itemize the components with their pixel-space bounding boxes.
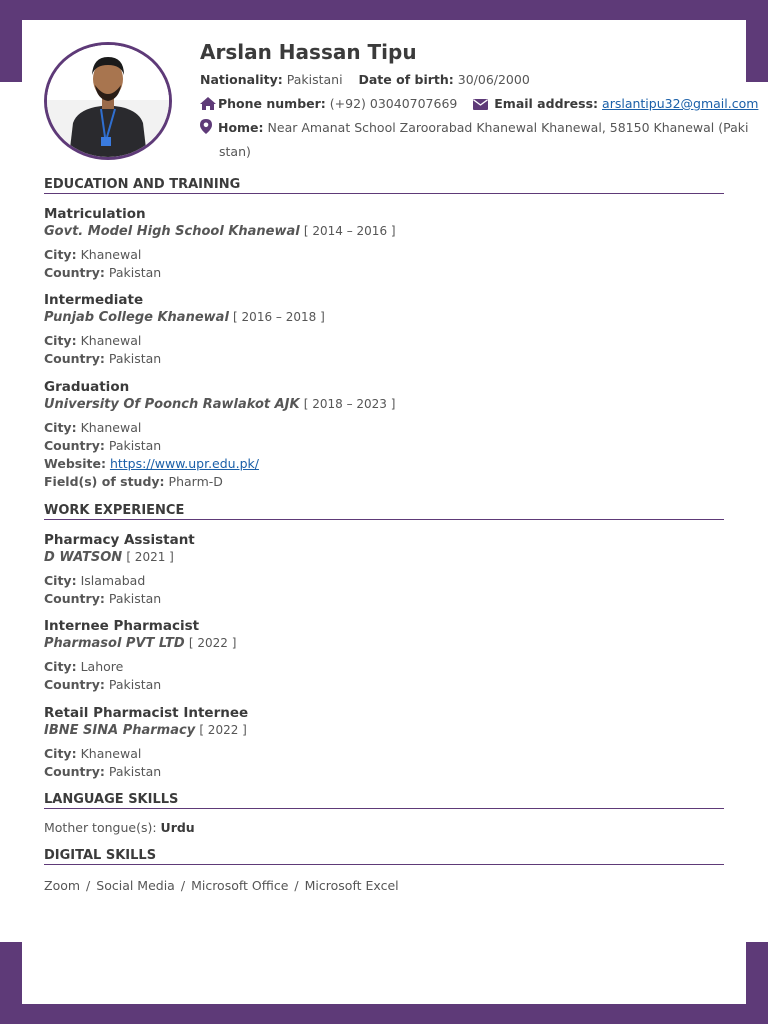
nationality-label: Nationality: (200, 72, 283, 87)
work-heading: WORK EXPERIENCE (44, 503, 185, 518)
city-value: Khanewal (80, 333, 142, 348)
mother-tongue-label: Mother tongue(s): (44, 820, 157, 835)
country-label: Country: (44, 351, 105, 366)
city-value: Khanewal (80, 420, 142, 435)
entry-title: Matriculation (44, 206, 146, 222)
digital-skills-list (44, 878, 399, 893)
profile-photo (44, 42, 172, 160)
country-value: Pakistan (108, 351, 162, 366)
entry-title: Graduation (44, 379, 130, 395)
city-field (44, 419, 724, 437)
country-value: Pakistan (108, 764, 162, 779)
digital-section-header (44, 848, 724, 865)
dob-label: Date of birth: (358, 72, 454, 87)
digital-skill-item: Microsoft Office (191, 878, 289, 893)
entry-organization (44, 223, 724, 240)
city-label: City: (44, 420, 77, 435)
skill-separator: / (86, 878, 91, 893)
mother-tongue-line (44, 820, 195, 835)
org-name: D WATSON (44, 550, 123, 565)
education-entry (44, 379, 724, 491)
dob-value: 30/06/2000 (457, 72, 530, 87)
country-field (44, 264, 724, 282)
field-of-study-value: Pharm-D (168, 474, 223, 489)
country-field (44, 437, 724, 455)
phone-label: Phone number: (218, 96, 326, 111)
entry-dates: [ 2021 ] (126, 550, 174, 564)
org-name: IBNE SINA Pharmacy (44, 723, 196, 738)
digital-heading: DIGITAL SKILLS (44, 848, 157, 863)
field-of-study-label: Field(s) of study: (44, 474, 165, 489)
home-label: Home: (217, 120, 264, 135)
country-label: Country: (44, 438, 105, 453)
country-label: Country: (44, 677, 105, 692)
country-field (44, 590, 724, 608)
entry-title: Internee Pharmacist (44, 618, 200, 634)
map-pin-icon (200, 119, 212, 139)
city-field (44, 658, 724, 676)
city-label: City: (44, 247, 77, 262)
country-value: Pakistan (108, 591, 162, 606)
org-name: Pharmasol PVT LTD (44, 636, 185, 651)
country-field (44, 676, 724, 694)
email-label: Email address: (494, 96, 599, 111)
education-entry (44, 292, 724, 368)
website-label: Website: (44, 456, 106, 471)
org-name: Punjab College Khanewal (44, 310, 229, 325)
city-label: City: (44, 573, 77, 588)
city-label: City: (44, 746, 77, 761)
phone-value: (+92) 03040707669 (329, 96, 458, 111)
entry-organization (44, 549, 724, 566)
city-label: City: (44, 659, 77, 674)
country-field (44, 350, 724, 368)
city-field (44, 745, 724, 763)
country-label: Country: (44, 265, 105, 280)
frame-bottom-bar (0, 1004, 768, 1024)
education-entry (44, 206, 724, 282)
city-value: Khanewal (80, 247, 142, 262)
frame-right-bottom (746, 942, 768, 1024)
org-name: Govt. Model High School Khanewal (44, 224, 300, 239)
work-entry (44, 532, 724, 608)
entry-dates: [ 2022 ] (188, 636, 237, 650)
digital-skill-item: Zoom (44, 878, 81, 893)
city-field (44, 572, 724, 590)
entry-organization (44, 309, 724, 326)
frame-right-top (746, 0, 768, 82)
frame-left-bottom (0, 942, 22, 1024)
country-value: Pakistan (108, 438, 162, 453)
skill-separator: / (180, 878, 186, 893)
home-line (200, 119, 748, 139)
work-entry (44, 618, 724, 694)
digital-skill-item: Microsoft Excel (304, 878, 399, 893)
envelope-icon (473, 97, 488, 115)
website-field (44, 455, 724, 473)
entry-organization (44, 396, 724, 413)
nationality-dob-line (200, 71, 530, 89)
entry-title: Pharmacy Assistant (44, 532, 195, 548)
mother-tongue-value: Urdu (160, 820, 195, 835)
email-link[interactable]: arslantipu32@gmail.com (602, 96, 759, 111)
city-field (44, 332, 724, 350)
country-label: Country: (44, 591, 105, 606)
work-entry (44, 705, 724, 781)
skill-separator: / (294, 878, 299, 893)
home-address-line1: Near Amanat School Zaroorabad Khanewal Khanewal, 58150 Khanewal (Paki (267, 120, 749, 135)
person-name: Arslan Hassan Tipu (200, 40, 417, 64)
frame-top-bar (0, 0, 768, 20)
entry-dates: [ 2018 – 2023 ] (303, 397, 396, 411)
country-value: Pakistan (108, 677, 162, 692)
entry-dates: [ 2016 – 2018 ] (233, 310, 325, 324)
entry-title: Retail Pharmacist Internee (44, 705, 249, 721)
language-heading: LANGUAGE SKILLS (44, 792, 179, 807)
work-section-header (44, 503, 724, 520)
country-label: Country: (44, 764, 105, 779)
city-field (44, 246, 724, 264)
city-label: City: (44, 333, 77, 348)
entry-organization (44, 722, 724, 739)
field-of-study (44, 473, 724, 491)
country-field (44, 763, 724, 781)
org-name: University Of Poonch Rawlakot AJK (44, 397, 300, 412)
digital-skill-item: Social Media (96, 878, 175, 893)
education-section-header (44, 177, 724, 194)
entry-organization (44, 635, 724, 652)
country-value: Pakistan (108, 265, 162, 280)
contact-line (200, 95, 758, 115)
home-icon (200, 97, 216, 115)
entry-dates: [ 2014 – 2016 ] (303, 224, 396, 238)
city-value: Khanewal (80, 746, 142, 761)
city-value: Lahore (80, 659, 124, 674)
education-heading: EDUCATION AND TRAINING (44, 177, 241, 192)
entry-title: Intermediate (44, 292, 144, 308)
website-link[interactable]: https://www.upr.edu.pk/ (109, 456, 259, 471)
entry-dates: [ 2022 ] (199, 723, 247, 737)
nationality-value: Pakistani (286, 72, 343, 87)
city-value: Islamabad (80, 573, 146, 588)
frame-left-top (0, 0, 22, 82)
language-section-header (44, 792, 724, 809)
home-address-line2: stan) (219, 144, 251, 159)
